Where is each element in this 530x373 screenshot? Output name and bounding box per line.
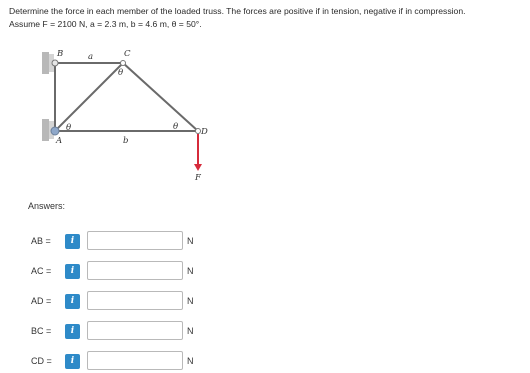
pin-C	[121, 61, 126, 66]
unit-label-BC: N	[187, 326, 194, 336]
label-theta-left: θ	[66, 123, 72, 133]
problem-line-1: Determine the force in each member of the loaded truss. The forces are positive if in tension, negative if in compression.	[9, 6, 466, 16]
info-icon[interactable]: i	[65, 234, 80, 249]
unit-label-AC: N	[187, 266, 194, 276]
answer-label-AD: AD =	[31, 296, 52, 306]
answer-row-CD	[0, 351, 530, 373]
label-a: a	[88, 52, 94, 62]
answer-label-AB: AB =	[31, 236, 51, 246]
answer-row-AB	[0, 231, 530, 253]
answer-row-AC	[0, 261, 530, 283]
answer-input-BC[interactable]	[87, 321, 183, 340]
label-theta-right: θ	[173, 122, 179, 132]
unit-label-CD: N	[187, 356, 194, 366]
info-icon[interactable]: i	[65, 294, 80, 309]
unit-label-AB: N	[187, 236, 194, 246]
pin-D	[196, 129, 201, 134]
info-icon[interactable]: i	[65, 264, 80, 279]
problem-line-2: Assume F = 2100 N, a = 2.3 m, b = 4.6 m, θ = 50°.	[9, 18, 202, 29]
label-A: A	[56, 136, 63, 146]
label-theta-top: θ	[118, 68, 124, 78]
answer-input-AB[interactable]	[87, 231, 183, 250]
label-C: C	[124, 49, 131, 59]
info-icon[interactable]: i	[65, 354, 80, 369]
answer-input-CD[interactable]	[87, 351, 183, 370]
answer-row-AD	[0, 291, 530, 313]
label-B: B	[57, 49, 64, 59]
answer-input-AC[interactable]	[87, 261, 183, 280]
pin-A	[51, 127, 59, 135]
member-CD	[123, 63, 198, 131]
answer-label-BC: BC =	[31, 326, 52, 336]
unit-label-AD: N	[187, 296, 194, 306]
answer-input-AD[interactable]	[87, 291, 183, 310]
member-AC	[55, 63, 123, 131]
answer-row-BC	[0, 321, 530, 343]
answer-label-AC: AC =	[31, 266, 52, 276]
label-D: D	[201, 127, 208, 137]
force-arrowhead	[194, 164, 202, 171]
label-F: F	[195, 173, 201, 183]
truss-diagram	[26, 40, 226, 190]
answer-label-CD: CD =	[31, 356, 52, 366]
problem-statement	[9, 5, 521, 30]
label-b: b	[123, 136, 129, 146]
answers-label: Answers:	[28, 201, 66, 211]
pin-B	[52, 60, 58, 66]
info-icon[interactable]: i	[65, 324, 80, 339]
